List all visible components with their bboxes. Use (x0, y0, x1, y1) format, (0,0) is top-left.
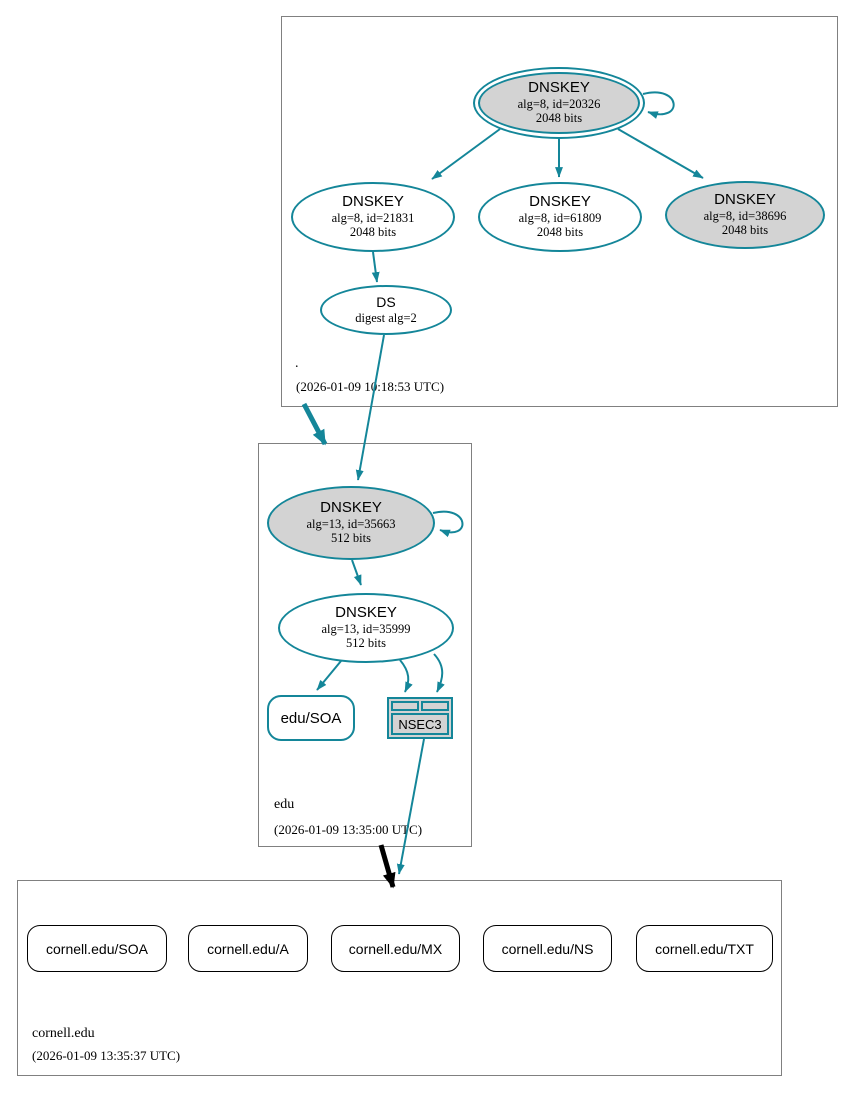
node-title: DNSKEY (342, 193, 404, 211)
nsec3-rrsig-cell (421, 701, 449, 711)
rrset-label: edu/SOA (280, 709, 342, 727)
dnskey-ksk-root-20326[interactable] (473, 67, 645, 139)
zone-timestamp-edu: (2026-01-09 13:35:00 UTC) (274, 822, 423, 837)
node-detail: alg=8, id=61809 (518, 211, 602, 226)
nsec3-rrsig-cells (391, 701, 449, 711)
rrset-label: cornell.edu/MX (348, 940, 443, 957)
nsec3-node[interactable] (387, 697, 453, 739)
zone-name-root: . (295, 356, 299, 371)
node-detail: 2048 bits (349, 225, 397, 240)
node-title: DS (376, 293, 396, 310)
node-detail: alg=8, id=38696 (703, 209, 787, 224)
node-detail: alg=13, id=35663 (306, 517, 396, 532)
node-detail: 512 bits (331, 531, 371, 546)
node-title: DNSKEY (714, 191, 776, 209)
node-title: DNSKEY (529, 193, 591, 211)
node-detail: alg=8, id=21831 (331, 211, 415, 226)
dnskey-root-21831[interactable] (291, 182, 455, 252)
node-detail: alg=13, id=35999 (321, 622, 411, 637)
node-title: DNSKEY (335, 604, 397, 622)
ds-root-edu[interactable] (320, 285, 452, 335)
dnskey-ksk-root-20326-inner (478, 72, 640, 134)
edge-delegation-root-to-edu (304, 404, 325, 444)
zone-timestamp-root: (2026-01-09 10:18:53 UTC) (296, 379, 445, 394)
rrset-edu-soa[interactable] (267, 695, 355, 741)
zone-name-cornell-edu: cornell.edu (32, 1026, 95, 1041)
node-detail: 2048 bits (536, 225, 584, 240)
rrset-cornell-edu-ns[interactable] (483, 925, 612, 972)
node-detail: 2048 bits (721, 223, 769, 238)
zone-name-edu: edu (274, 797, 295, 812)
node-title: DNSKEY (528, 79, 590, 97)
node-title: DNSKEY (320, 499, 382, 517)
zone-timestamp-cornell-edu: (2026-01-09 13:35:37 UTC) (32, 1048, 181, 1063)
zone-box-cornell-edu (17, 880, 782, 1076)
node-detail: alg=8, id=20326 (517, 97, 601, 112)
node-detail: 512 bits (346, 636, 386, 651)
rrset-label: cornell.edu/A (207, 940, 289, 957)
rrset-cornell-edu-txt[interactable] (636, 925, 773, 972)
rrset-cornell-edu-a[interactable] (188, 925, 308, 972)
dnskey-zsk-edu-35999[interactable] (278, 593, 454, 663)
rrset-cornell-edu-soa[interactable] (27, 925, 167, 972)
node-detail: 2048 bits (535, 111, 583, 126)
nsec3-rrsig-cell (391, 701, 419, 711)
nsec3-label: NSEC3 (391, 713, 449, 735)
rrset-label: cornell.edu/SOA (46, 940, 148, 957)
rrset-cornell-edu-mx[interactable] (331, 925, 460, 972)
dnskey-root-38696[interactable] (665, 181, 825, 249)
rrset-label: cornell.edu/NS (501, 940, 594, 957)
rrset-label: cornell.edu/TXT (655, 940, 754, 957)
dnskey-ksk-edu-35663[interactable] (267, 486, 435, 560)
dnskey-root-61809[interactable] (478, 182, 642, 252)
node-detail: digest alg=2 (355, 310, 417, 325)
